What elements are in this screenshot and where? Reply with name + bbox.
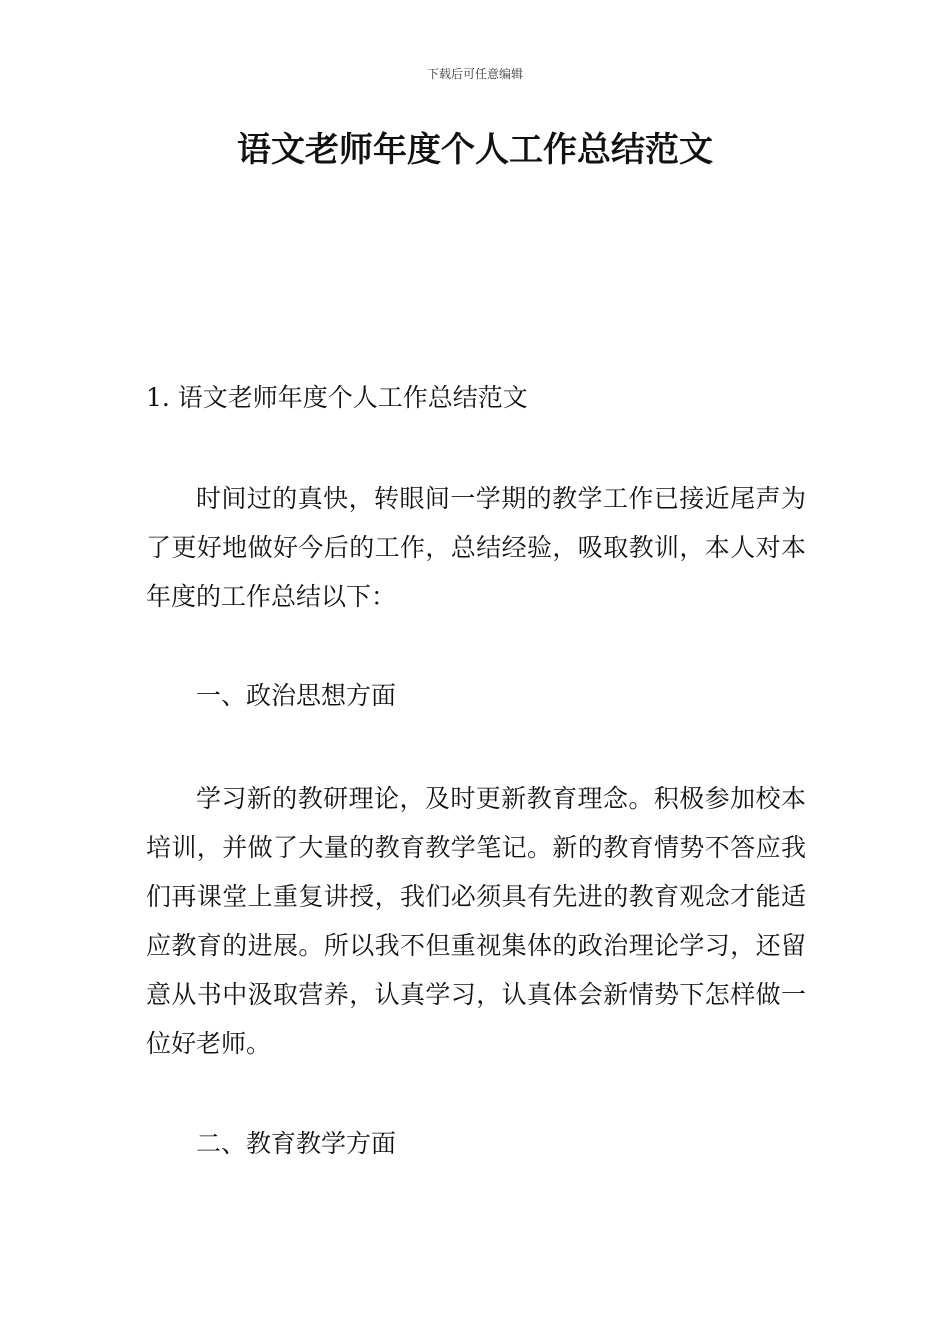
- part2-heading: 二、教育教学方面: [196, 1129, 397, 1158]
- part1-heading: 一、政治思想方面: [196, 681, 397, 710]
- download-note: 下载后可任意编辑: [426, 67, 523, 81]
- part1-paragraph: 学习新的教研理论，及时更新教育理念。积极参加校本培训，并做了大量的教育教学笔记。新的教育情势不答应我们再课堂上重复讲授，我们必须具有先进的教育观念才能适应教育的进展。所以我不但重视集体的政治理论学习，还留意从书中汲取营养，认真学习，认真体会新情势下怎样做一位好老师。: [146, 784, 806, 1058]
- section-heading: 1. 语文老师年度个人工作总结范文: [146, 383, 528, 412]
- intro-paragraph: 时间过的真快，转眼间一学期的教学工作已接近尾声为了更好地做好今后的工作，总结经验，吸取教训，本人对本年度的工作总结以下：: [146, 484, 806, 611]
- document-title: 语文老师年度个人工作总结范文: [237, 130, 713, 170]
